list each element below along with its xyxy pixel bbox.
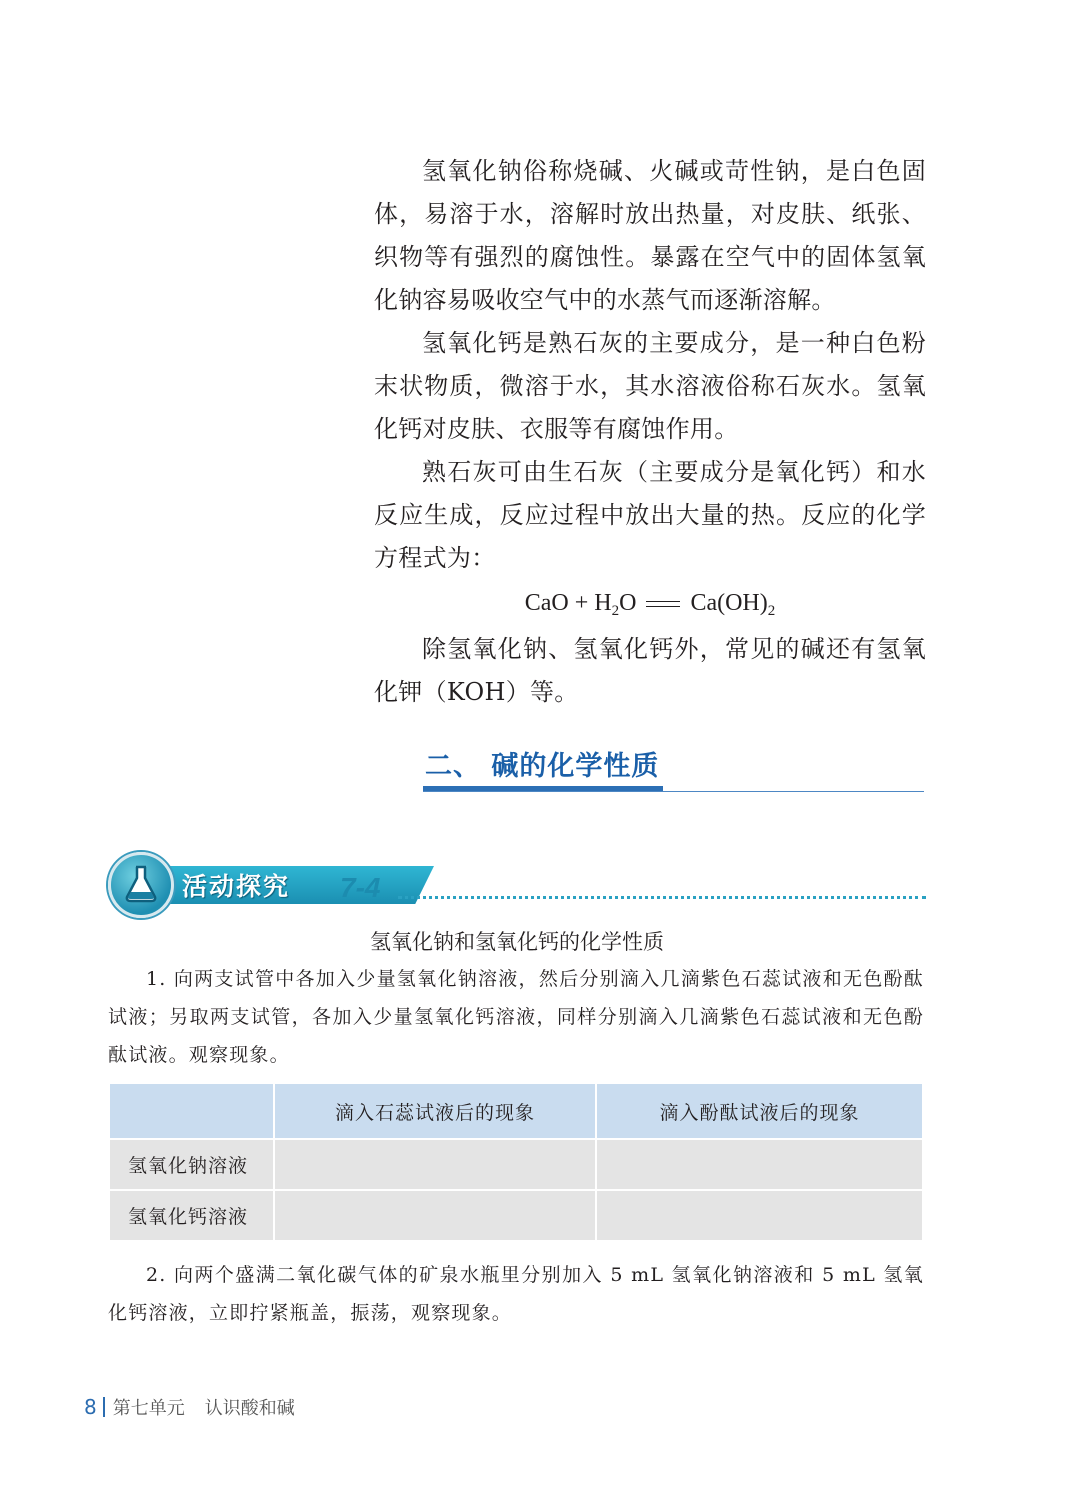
activity-number: 7-4 [340,872,381,903]
paragraph-naoh: 氢氧化钠俗称烧碱、火碱或苛性钠，是白色固体，易溶于水，溶解时放出热量，对皮肤、纸张、织物等有强烈的腐蚀性。暴露在空气中的固体氢氧化钠容易吸收空气中的水蒸气而逐渐溶解。 [374,157,926,314]
table-row [109,1139,923,1190]
table-header-cell: 滴入石蕊试液后的现象 [274,1083,596,1139]
activity-step-2: 2. 向两个盛满二氧化碳气体的矿泉水瓶里分别加入 5 mL 氢氧化钠溶液和 5 mL 氢氧化钙溶液，立即拧紧瓶盖，振荡，观察现象。 [108,1264,924,1324]
table-cell [274,1139,596,1190]
footer-chapter: 认识酸和碱 [204,1398,295,1419]
paragraph-other-bases: 除氢氧化钠、氢氧化钙外，常见的碱还有氢氧化钾（KOH）等。 [374,635,926,706]
page-number: 8 [84,1395,97,1419]
observation-table [108,1082,924,1242]
table-row [109,1190,923,1241]
footer-unit: 第七单元 [112,1398,185,1419]
text-column-2 [374,628,926,714]
activity-banner [108,852,926,914]
table-cell [596,1190,923,1241]
table-row-label: 氢氧化钠溶液 [109,1139,274,1190]
table-cell [596,1139,923,1190]
text-column-1 [374,150,926,580]
table-row-label: 氢氧化钙溶液 [109,1190,274,1241]
chemical-equation: CaO + $H_2O$ $Ca(OH)_2$ [524,590,776,619]
table-cell [274,1190,596,1241]
activity-step-1: 1. 向两支试管中各加入少量氢氧化钠溶液，然后分别滴入几滴紫色石蕊试液和无色酚酞试液；另取两支试管，各加入少量氢氧化钙溶液，同样分别滴入几滴紫色石蕊试液和无色酚酞试液。观察现象。 [108,968,924,1066]
table-header-cell [109,1083,274,1139]
equals-sign [646,601,680,607]
flask-icon [108,852,174,918]
footer-divider [103,1397,105,1417]
table-header-row [109,1083,923,1139]
section-rule-thin [423,791,924,792]
activity-title: 氢氧化钠和氢氧化钙的化学性质 [370,930,664,954]
section-title: 二、 碱的化学性质 [425,751,660,782]
paragraph-caoh2: 氢氧化钙是熟石灰的主要成分，是一种白色粉末状物质，微溶于水，其水溶液俗称石灰水。氢氧化钙对皮肤、衣服等有腐蚀作用。 [374,329,926,443]
dotted-leader [398,896,926,899]
paragraph-slaked-lime: 熟石灰可由生石灰（主要成分是氧化钙）和水反应生成，反应过程中放出大量的热。反应的化学方程式为： [374,458,926,572]
page-footer [84,1394,295,1420]
activity-label: 活动探究 [182,872,291,901]
table-header-cell: 滴入酚酞试液后的现象 [596,1083,923,1139]
